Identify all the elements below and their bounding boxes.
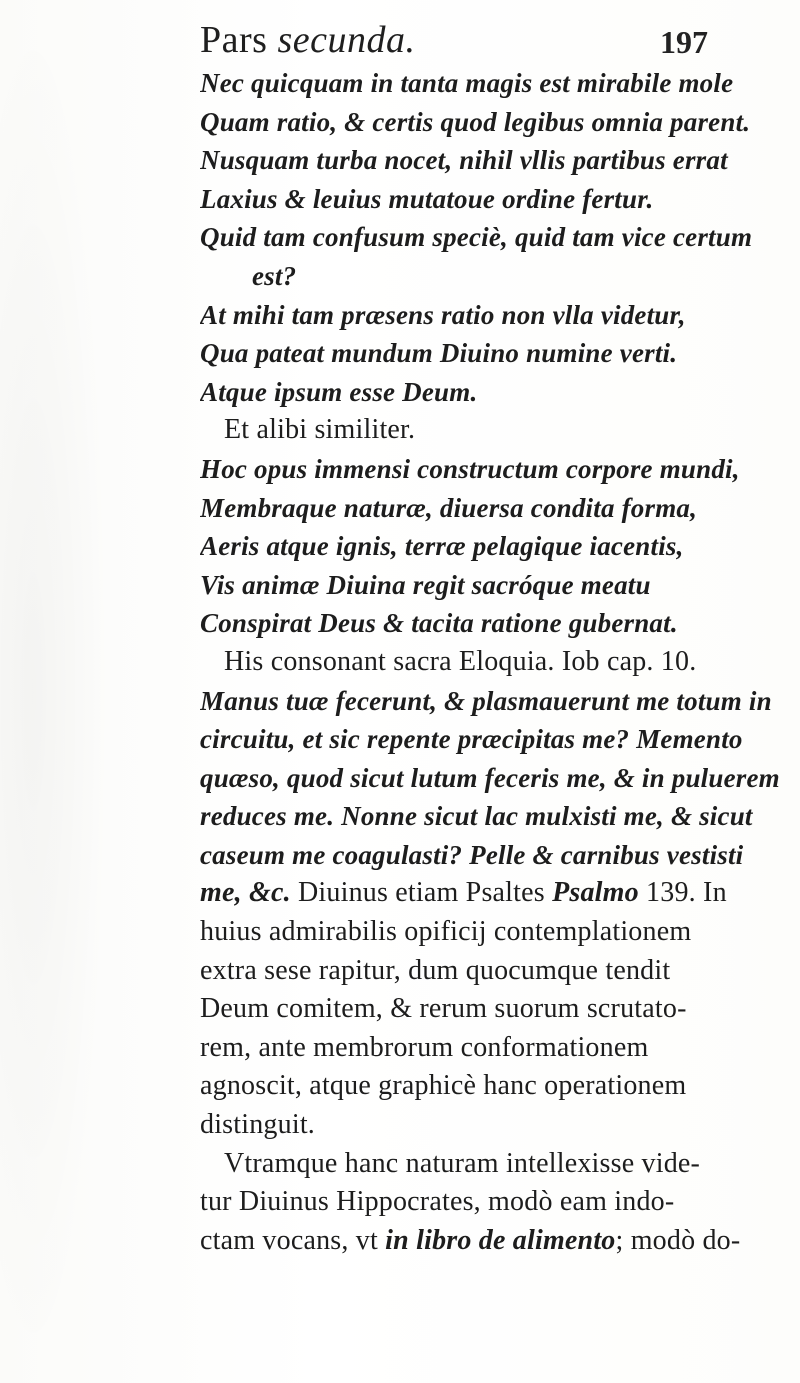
text-line (200, 874, 790, 913)
text-line: Deum comitem, & rerum suorum scrutato- (200, 993, 687, 1025)
running-head (200, 18, 415, 62)
running-head-pars: Pars (200, 19, 268, 61)
text-line: Manus tuæ fecerunt, & plasmauerunt me totum in (200, 685, 772, 716)
page-number: 197 (660, 24, 708, 60)
text-line: Quam ratio, & certis quod legibus omnia parent. (200, 106, 751, 137)
line-italic-lead: me, &c. (200, 877, 299, 909)
line-italic-ref: Psalmo (552, 877, 639, 909)
text-line: Vis animæ Diuina regit sacróque meatu (200, 569, 651, 600)
text-line: Nusquam turba nocet, nihil vllis partibus errat (200, 145, 728, 176)
text-line: Quid tam confusum speciè, quid tam vice certum (200, 222, 753, 253)
text-line: tur Diuinus Hippocrates, modò eam indo- (200, 1186, 675, 1218)
line-body: Diuinus etiam Psaltes (298, 877, 553, 909)
page-header (200, 18, 790, 64)
text-line: Qua pateat mundum Diuino numine verti. (200, 338, 678, 369)
text-line: Hoc opus immensi constructum corpore mundi, (200, 453, 740, 484)
text-line: circuitu, et sic repente præcipitas me? Memento (200, 724, 743, 755)
line-tail: ; modò do- (615, 1224, 741, 1256)
text-line: caseum me coagulasti? Pelle & carnibus vestisti (200, 839, 744, 870)
text-line: Vtramque hanc naturam intellexisse vide- (224, 1147, 701, 1179)
line-tail: 139. In (638, 877, 727, 909)
page-text (200, 64, 790, 1260)
text-line: At mihi tam præsens ratio non vlla videtur, (200, 299, 686, 330)
text-line: est? (252, 260, 297, 291)
text-block (200, 18, 790, 1260)
text-line (200, 1222, 790, 1261)
text-line: Laxius & leuius mutatoue ordine fertur. (200, 183, 654, 214)
text-line: Atque ipsum esse Deum. (200, 376, 478, 407)
running-head-title: secunda. (277, 19, 416, 61)
text-line: reduces me. Nonne sicut lac mulxisti me, & sicut (200, 801, 753, 832)
text-line: agnoscit, atque graphicè hanc operationem (200, 1070, 687, 1102)
text-line: His consonant sacra Eloquia. Iob cap. 10. (224, 645, 697, 677)
line-body: ctam vocans, vt (200, 1224, 386, 1256)
text-line: distinguit. (200, 1109, 315, 1141)
line-italic-ref: in libro de alimento (385, 1224, 616, 1256)
text-line: quæso, quod sicut lutum feceris me, & in puluerem (200, 762, 780, 793)
page-shadow (0, 0, 110, 1383)
text-line: Conspirat Deus & tacita ratione gubernat. (200, 608, 678, 639)
text-line: Et alibi similiter. (224, 414, 416, 446)
text-line: Aeris atque ignis, terræ pelagique iacentis, (200, 531, 684, 562)
text-line: extra sese rapitur, dum quocumque tendit (200, 954, 671, 986)
text-line: Membraque naturæ, diuersa condita forma, (200, 492, 698, 523)
text-line: Nec quicquam in tanta magis est mirabile mole (200, 68, 734, 98)
text-line: rem, ante membrorum conformationem (200, 1031, 649, 1063)
text-line: huius admirabilis opificij contemplationem (200, 916, 692, 948)
